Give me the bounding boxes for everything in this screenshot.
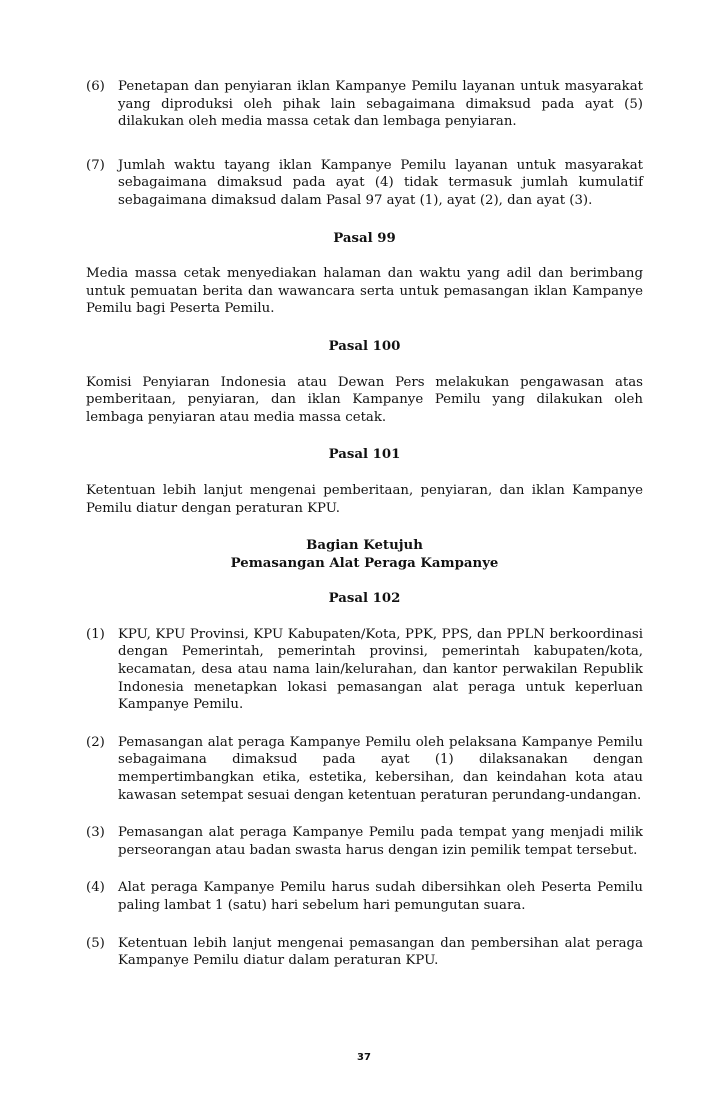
item-number: (2): [86, 734, 105, 750]
item-text: Ketentuan lebih lanjut mengenai pemasangan dan pembersihan alat peraga Kampanye Pemilu diatur dalam peraturan KPU.: [118, 935, 643, 969]
list-item: [86, 78, 643, 131]
pasal-101-heading: Pasal 101: [328, 447, 401, 463]
item-number: (3): [86, 825, 105, 841]
item-number: (7): [86, 157, 105, 173]
item-text: Pemasangan alat peraga Kampanye Pemilu pada tempat yang menjadi milik perseorangan atau badan swasta harus dengan izin pemilik tempat tersebut.: [118, 825, 643, 858]
item-text: KPU, KPU Provinsi, KPU Kabupaten/Kota, PPK, PPS, dan PPLN berkoordinasi dengan Pemerintah, pemerintah provinsi, pemerintah kabupaten/kota, kecamatan, desa atau nama lain/kelurahan, dan kantor perwakilan Republik Indonesia menetapkan lokasi pemasangan alat peraga untuk keperluan Kampanye Pemilu.: [118, 626, 643, 713]
item-number: (6): [86, 79, 105, 94]
pasal-99-text: Media massa cetak menyediakan halaman dan waktu yang adil dan berimbang untuk pemuatan berita dan wawancara serta untuk pemasangan iklan Kampanye Pemilu bagi Peserta Pemilu.: [86, 266, 643, 317]
bagian-subheading: Pemasangan Alat Peraga Kampanye: [230, 555, 499, 571]
list-item: [86, 879, 643, 914]
item-text: Penetapan dan penyiaran iklan Kampanye Pemilu layanan untuk masyarakat yang diproduksi oleh pihak lain sebagaimana dimaksud pada ayat (5) dilakukan oleh media massa cetak dan lembaga penyiaran.: [118, 79, 643, 130]
item-text: Pemasangan alat peraga Kampanye Pemilu oleh pelaksana Kampanye Pemilu sebagaimana dimaksud pada ayat (1) dilaksanakan dengan mempertimbangkan etika, estetika, kebersihan, dan keindahan kota atau kawasan setempat sesuai dengan ketentuan peraturan perundang-undangan.: [118, 734, 643, 803]
item-number: (5): [86, 935, 105, 951]
list-item: [86, 626, 643, 714]
list-item: [86, 935, 643, 970]
pasal-100-heading: Pasal 100: [328, 338, 401, 354]
item-text: Alat peraga Kampanye Pemilu harus sudah dibersihkan oleh Peserta Pemilu paling lambat 1 (satu) hari sebelum hari pemungutan suara.: [118, 880, 643, 913]
item-number: (1): [86, 626, 105, 642]
bagian-heading: Bagian Ketujuh: [306, 538, 423, 554]
pasal-101-text: Ketentuan lebih lanjut mengenai pemberitaan, penyiaran, dan iklan Kampanye Pemilu diatur dengan peraturan KPU.: [86, 482, 643, 516]
pasal-99-heading: Pasal 99: [333, 230, 396, 246]
list-item: [86, 824, 643, 859]
item-number: (4): [86, 880, 105, 896]
list-item: [86, 157, 643, 210]
item-text: Jumlah waktu tayang iklan Kampanye Pemilu layanan untuk masyarakat sebagaimana dimaksud pada ayat (4) tidak termasuk jumlah kumulatif sebagaimana dimaksud dalam Pasal 97 ayat (1), ayat (2), dan ayat (3).: [118, 157, 643, 208]
document-page: [86, 78, 643, 990]
page-number: 37: [357, 1052, 371, 1063]
pasal-100-text: Komisi Penyiaran Indonesia atau Dewan Pers melakukan pengawasan atas pemberitaan, penyiaran, dan iklan Kampanye Pemilu yang dilakukan oleh lembaga penyiaran atau media massa cetak.: [86, 374, 643, 425]
pasal-102-heading: Pasal 102: [328, 591, 401, 607]
list-item: [86, 734, 643, 804]
